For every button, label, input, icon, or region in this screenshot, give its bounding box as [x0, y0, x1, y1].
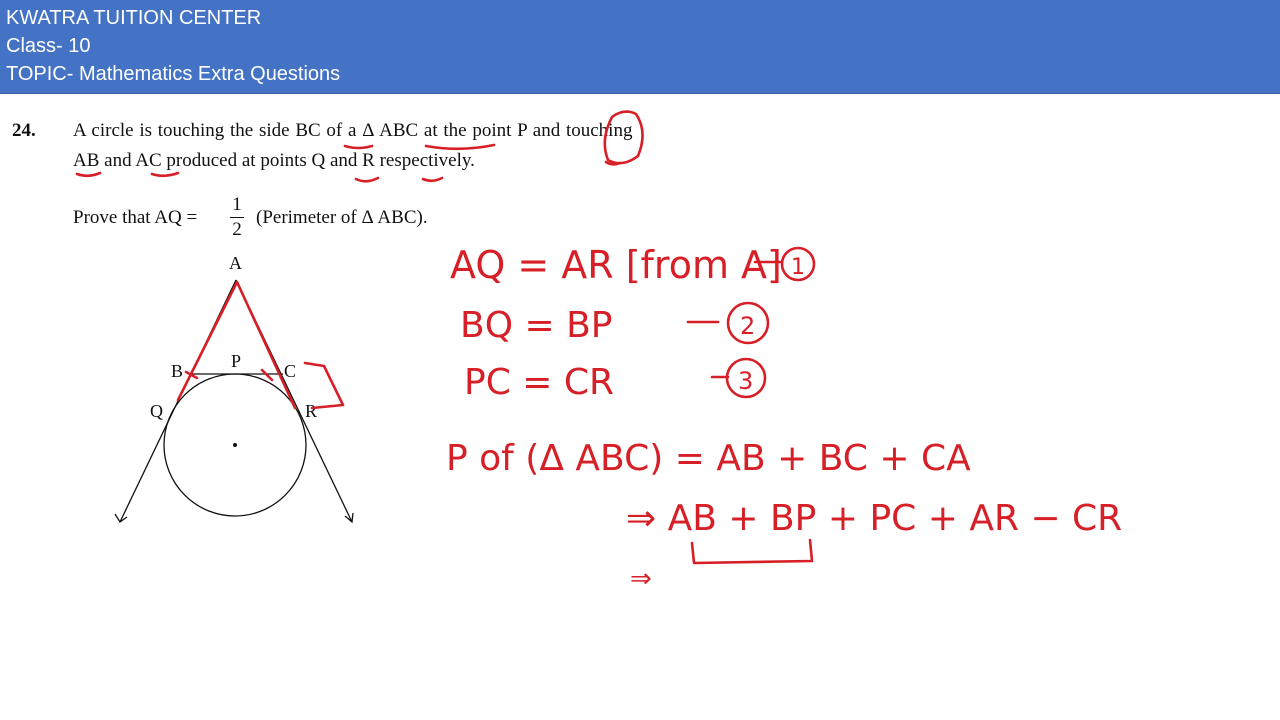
label-q: Q — [150, 401, 163, 421]
eq-line-3: PC = CR — [464, 362, 615, 403]
label-a: A — [229, 253, 242, 273]
trace-ac — [237, 282, 295, 408]
bracket-bp — [692, 540, 812, 563]
fraction-numerator: 1 — [232, 194, 242, 215]
question-line-2: AB and AC produced at points Q and R respectively. — [73, 150, 475, 171]
eq-line-2: BQ = BP — [460, 305, 613, 346]
circle-around-p — [605, 112, 643, 164]
bracket-cr — [305, 363, 343, 408]
label-r: R — [305, 401, 318, 421]
class-label: Class- 10 — [6, 35, 91, 57]
eq-line-1: AQ = AR [from A] — [450, 243, 782, 287]
tag-1: 1 — [791, 255, 805, 280]
underline-abc — [426, 145, 494, 149]
trace-ab — [178, 282, 237, 400]
eq-line-5: ⇒ AB + BP + PC + AR − CR — [626, 498, 1123, 539]
underline-bc — [345, 146, 372, 148]
prove-prefix: Prove that AQ = — [73, 207, 198, 228]
prove-suffix: (Perimeter of Δ ABC). — [256, 207, 428, 228]
label-b: B — [171, 361, 184, 381]
fraction-denominator: 2 — [232, 219, 242, 241]
underline-r — [423, 178, 442, 181]
question-number: 24. — [12, 120, 36, 141]
topic-label: TOPIC- Mathematics Extra Questions — [6, 63, 341, 85]
label-p: P — [231, 351, 242, 371]
eq-line-6: ⇒ — [630, 564, 652, 594]
tag-2: 2 — [740, 312, 756, 340]
underline-ab — [77, 173, 100, 176]
tick-c — [262, 370, 272, 380]
underline-q — [356, 178, 378, 181]
question-line-1: A circle is touching the side BC of a Δ ABC at the point P and touching — [73, 120, 633, 141]
eq-line-4: P of (Δ ABC) = AB + BC + CA — [446, 438, 971, 479]
tag-3: 3 — [738, 367, 754, 395]
underline-ac — [152, 173, 178, 176]
center-name: KWATRA TUITION CENTER — [6, 7, 262, 29]
label-c: C — [284, 361, 297, 381]
